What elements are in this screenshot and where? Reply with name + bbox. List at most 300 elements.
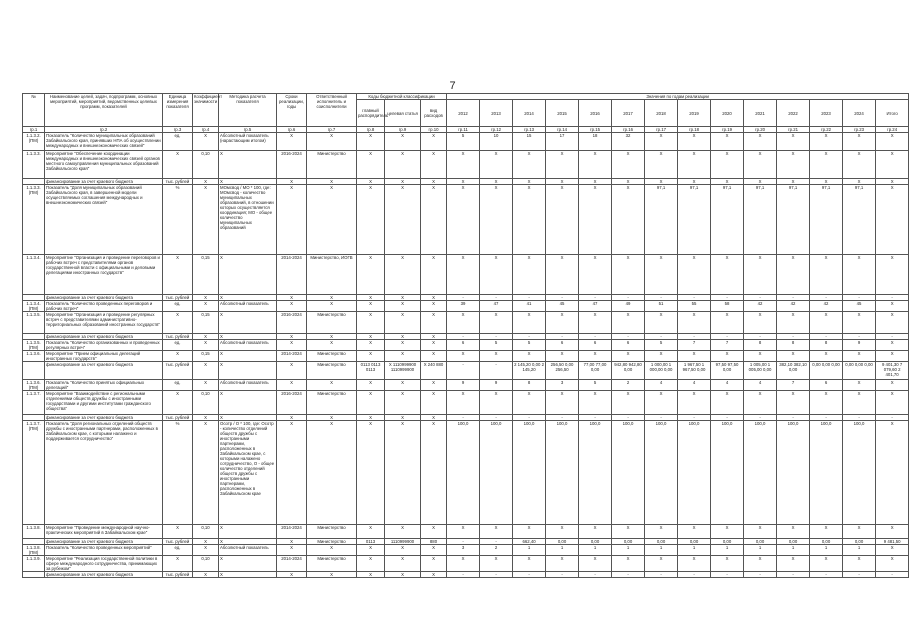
table-cell: -	[711, 334, 744, 340]
table-cell: 5	[513, 340, 546, 351]
table-cell: 47	[480, 301, 513, 312]
table-cell: X	[357, 334, 385, 340]
row-name: Мероприятие "Обеспечение координации международных и внешнеэкономических связей органов местного самоуправления муниципальных образований Забайкальского края"	[45, 151, 163, 179]
table-cell: X	[810, 151, 843, 179]
table-cell: 0,00	[678, 539, 711, 545]
table-cell: -	[678, 415, 711, 421]
table-cell: X	[193, 334, 219, 340]
table-cell: 6	[612, 340, 645, 351]
table-row	[23, 255, 909, 295]
table-cell: 2016-2024	[277, 391, 307, 415]
table-cell: X	[357, 295, 385, 301]
table-cell: X	[385, 133, 421, 151]
table-cell: X	[843, 391, 876, 415]
table-cell: X	[385, 334, 421, 340]
header-year: 2012	[447, 100, 480, 127]
header-year: 2020	[711, 100, 744, 127]
table-cell: 3	[447, 545, 480, 556]
table-cell: X	[193, 133, 219, 151]
table-cell: X	[385, 179, 421, 185]
table-cell: 0,10	[193, 525, 219, 539]
table-cell: X	[193, 415, 219, 421]
column-number: гр.5	[219, 127, 277, 133]
table-cell: X	[744, 255, 777, 295]
table-cell: X	[219, 556, 277, 572]
table-cell: X	[277, 340, 307, 351]
table-cell: X	[876, 301, 909, 312]
column-number: гр.23	[843, 127, 876, 133]
row-code: 1.1.3.4.	[23, 255, 45, 295]
column-number: гр.17	[645, 127, 678, 133]
table-cell: X	[219, 151, 277, 179]
table-cell: X	[645, 312, 678, 334]
table-cell: -	[546, 415, 579, 421]
table-cell: 5	[645, 340, 678, 351]
table-cell: X	[579, 556, 612, 572]
table-cell: -	[876, 334, 909, 340]
table-cell: -	[744, 334, 777, 340]
row-code: 1.1.3.5.	[23, 312, 45, 334]
table-cell: X	[385, 556, 421, 572]
table-cell: X	[546, 351, 579, 362]
table-cell: 15	[513, 133, 546, 151]
table-cell: -	[678, 334, 711, 340]
table-cell: X	[193, 572, 219, 578]
table-cell: 1	[513, 545, 546, 556]
column-number: гр.19	[711, 127, 744, 133]
table-cell: 100,0	[513, 421, 546, 525]
table-cell: X	[219, 539, 277, 545]
table-cell: 97,1	[843, 185, 876, 255]
table-cell: X	[193, 421, 219, 525]
table-cell: ед.	[163, 380, 193, 391]
table-cell: X	[777, 556, 810, 572]
table-cell: X	[385, 421, 421, 525]
table-cell: Министерство	[307, 351, 357, 362]
table-cell: X	[421, 545, 447, 556]
table-cell: 97,1	[777, 185, 810, 255]
table-cell: 0,00 0,00 0,00	[843, 362, 876, 380]
table-cell: 97,1	[711, 185, 744, 255]
row-name: Мероприятие "Реализация государственной политики в сфере международного сотрудничества, принимающих за рубежом"	[45, 556, 163, 572]
table-cell: 8	[810, 340, 843, 351]
table-cell: 9	[480, 380, 513, 391]
table-cell: -	[777, 295, 810, 301]
table-cell: Абсолютный показатель	[219, 301, 277, 312]
page-number: 7	[449, 80, 456, 92]
table-cell: X	[219, 255, 277, 295]
table-cell: X	[744, 391, 777, 415]
column-number: гр.9	[385, 127, 421, 133]
table-cell: X	[744, 151, 777, 179]
table-cell: 6	[579, 340, 612, 351]
table-cell: X	[163, 312, 193, 334]
header-year: 2017	[612, 100, 645, 127]
table-cell: %	[163, 185, 193, 255]
table-cell: 100,0	[843, 421, 876, 525]
table-cell: X	[421, 133, 447, 151]
row-name: финансирование за счет краевого бюджета	[45, 179, 163, 185]
table-cell: X	[385, 185, 421, 255]
table-cell: ед.	[163, 545, 193, 556]
table-cell: 1	[744, 545, 777, 556]
table-cell: X	[421, 421, 447, 525]
table-cell: 1	[777, 545, 810, 556]
table-row	[23, 572, 909, 578]
row-name: финансирование за счет краевого бюджета	[45, 295, 163, 301]
table-cell: -	[579, 295, 612, 301]
table-row	[23, 351, 909, 362]
table-cell: 42	[744, 301, 777, 312]
table-row	[23, 391, 909, 415]
row-name: Показатель "Доля региональных отделений обществ дружбы с иностранными партнерами, расположенных в Забайкальском крае, с которыми налажено и поддерживается сотрудничество"	[45, 421, 163, 525]
program-table-sheet	[22, 93, 903, 578]
table-cell: -	[810, 334, 843, 340]
table-cell: -	[546, 295, 579, 301]
table-cell: -	[843, 572, 876, 578]
table-cell: X	[219, 362, 277, 380]
table-cell: 9	[447, 380, 480, 391]
table-cell: X	[357, 525, 385, 539]
table-row	[23, 421, 909, 525]
table-cell: 2014-2024	[277, 525, 307, 539]
table-cell: X	[876, 179, 909, 185]
header-year: 2019	[678, 100, 711, 127]
table-cell: X	[645, 133, 678, 151]
table-cell: -	[810, 572, 843, 578]
table-cell: X	[277, 133, 307, 151]
row-code: 1.1.3.6.	[23, 351, 45, 362]
table-cell: X	[711, 525, 744, 539]
table-cell: %	[163, 421, 193, 525]
table-cell: X	[307, 415, 357, 421]
table-cell: Министерство	[307, 556, 357, 572]
table-cell: -	[480, 539, 513, 545]
table-cell: X	[546, 312, 579, 334]
table-cell: 41	[513, 301, 546, 312]
column-number: гр.4	[193, 127, 219, 133]
table-cell: ед.	[163, 301, 193, 312]
table-cell: X	[385, 572, 421, 578]
table-cell: X	[421, 301, 447, 312]
table-cell: X	[357, 301, 385, 312]
table-cell: 0,00	[579, 539, 612, 545]
table-cell: 42	[777, 301, 810, 312]
table-cell: X	[447, 255, 480, 295]
table-cell: X	[546, 151, 579, 179]
table-cell: X	[421, 391, 447, 415]
table-cell: X	[546, 391, 579, 415]
table-cell: X	[810, 525, 843, 539]
table-cell: -	[777, 334, 810, 340]
row-code: 1.1.3.2. (ПМ)	[23, 133, 45, 151]
row-name: Показатель "Количество муниципальных образований Забайкальского края, принявших НПА об осуществлении международных и внешнеэкономических связей"	[45, 133, 163, 151]
table-cell: 97,50 97,50 0,00	[711, 362, 744, 380]
table-cell: 2014-2024	[277, 556, 307, 572]
table-cell: X	[357, 556, 385, 572]
table-row	[23, 133, 909, 151]
table-cell: -	[711, 415, 744, 421]
table-cell: X	[447, 185, 480, 255]
table-cell: X	[645, 255, 678, 295]
table-cell: -	[810, 295, 843, 301]
table-cell: 9 401,30 7 079,60 2 401,70	[876, 362, 909, 380]
table-cell: -	[876, 295, 909, 301]
table-row	[23, 380, 909, 391]
table-cell: X	[385, 415, 421, 421]
table-cell: X	[876, 312, 909, 334]
table-cell: 51	[645, 301, 678, 312]
table-cell: -	[447, 362, 480, 380]
table-cell: X	[810, 255, 843, 295]
table-cell: -	[447, 572, 480, 578]
table-cell: X	[876, 545, 909, 556]
table-cell: X	[546, 179, 579, 185]
table-cell: X	[645, 179, 678, 185]
table-cell: 1	[579, 545, 612, 556]
row-name: Показатель "Количество проведенных мероприятий"	[45, 545, 163, 556]
table-cell: 100,0	[579, 421, 612, 525]
table-cell: X	[385, 295, 421, 301]
table-cell: X	[678, 556, 711, 572]
row-code: 1.1.3.5. (ПМ)	[23, 340, 45, 351]
table-cell: Министерство	[307, 151, 357, 179]
table-cell: X	[744, 351, 777, 362]
table-cell: X	[421, 351, 447, 362]
table-cell: X	[777, 391, 810, 415]
table-cell: X	[219, 391, 277, 415]
table-cell: X	[711, 151, 744, 179]
table-cell: -	[744, 295, 777, 301]
column-number: гр.13	[513, 127, 546, 133]
table-cell: X	[513, 556, 546, 572]
header-total: Итого	[876, 100, 909, 127]
table-row	[23, 185, 909, 255]
table-cell: 1	[612, 545, 645, 556]
row-code: 1.1.3.3. (ПМ)	[23, 185, 45, 255]
header-year: 2022	[777, 100, 810, 127]
column-number: гр.24	[876, 127, 909, 133]
table-cell: 1 967,50 1 967,50 0,00	[678, 362, 711, 380]
column-number: гр.3	[163, 127, 193, 133]
table-cell: 77,00 77,00 0,00	[579, 362, 612, 380]
table-cell: 8	[777, 340, 810, 351]
table-cell: X	[307, 334, 357, 340]
table-cell: 58	[711, 301, 744, 312]
table-cell: X	[777, 312, 810, 334]
header-budget-sub: главный распорядитель	[357, 100, 385, 127]
table-cell: -	[447, 539, 480, 545]
table-cell: X	[810, 556, 843, 572]
table-cell: 0,00	[546, 539, 579, 545]
table-cell: Абсолютный показатель	[219, 340, 277, 351]
table-cell: X	[612, 151, 645, 179]
table-cell: 662,40	[513, 539, 546, 545]
table-cell: X	[612, 351, 645, 362]
table-cell: X	[711, 179, 744, 185]
row-code: 1.1.3.3.	[23, 151, 45, 179]
table-cell: X	[513, 525, 546, 539]
header-years-group: Значения по годам реализации	[447, 94, 909, 100]
row-name: финансирование за счет краевого бюджета	[45, 572, 163, 578]
table-cell: -	[612, 334, 645, 340]
table-cell: X	[480, 556, 513, 572]
table-cell: X	[447, 391, 480, 415]
table-cell: 4	[711, 380, 744, 391]
table-cell: -	[678, 572, 711, 578]
table-cell: -	[645, 572, 678, 578]
table-cell: -	[480, 334, 513, 340]
table-cell: X	[277, 545, 307, 556]
table-cell: X	[357, 312, 385, 334]
table-cell: -	[645, 295, 678, 301]
table-cell: 6	[546, 340, 579, 351]
table-cell: X	[277, 380, 307, 391]
table-cell: 256,50 0,00 256,50	[546, 362, 579, 380]
table-cell: X	[546, 556, 579, 572]
table-row	[23, 340, 909, 351]
header-unit: Единица измерения показателя	[163, 94, 193, 127]
table-cell: 1	[711, 545, 744, 556]
table-cell: X	[777, 179, 810, 185]
table-row	[23, 151, 909, 179]
table-cell: -	[711, 572, 744, 578]
table-cell: -	[612, 295, 645, 301]
table-cell: 0,00	[843, 539, 876, 545]
table-cell: X	[307, 295, 357, 301]
column-number: гр.10	[421, 127, 447, 133]
table-cell: X	[777, 351, 810, 362]
table-cell: X	[876, 525, 909, 539]
table-cell: 100,0	[777, 421, 810, 525]
table-cell: 10	[480, 133, 513, 151]
table-cell: X	[612, 185, 645, 255]
table-cell: X	[612, 179, 645, 185]
table-cell: -	[876, 572, 909, 578]
table-cell: X	[219, 415, 277, 421]
table-cell: 2014-2024	[277, 351, 307, 362]
table-cell: X	[480, 312, 513, 334]
table-cell: X	[421, 572, 447, 578]
table-cell: X	[385, 340, 421, 351]
table-cell: X	[219, 334, 277, 340]
table-cell: X	[876, 421, 909, 525]
table-cell: 2 145,20 0,00 2 145,20	[513, 362, 546, 380]
table-cell: X	[480, 391, 513, 415]
table-cell: X	[546, 525, 579, 539]
table-cell: тыс. рублей	[163, 179, 193, 185]
table-cell: 0,00	[612, 539, 645, 545]
table-cell: -	[447, 334, 480, 340]
table-cell: X	[810, 351, 843, 362]
table-cell: X	[876, 351, 909, 362]
column-number: гр.6	[277, 127, 307, 133]
column-number: гр.15	[579, 127, 612, 133]
table-cell: -	[579, 334, 612, 340]
table-cell: X	[876, 151, 909, 179]
table-cell: X	[843, 351, 876, 362]
header-budget-sub: вид расходов	[421, 100, 447, 127]
table-cell: -	[744, 572, 777, 578]
table-row	[23, 556, 909, 572]
table-cell: 1	[546, 545, 579, 556]
table-cell: -	[711, 295, 744, 301]
header-year: 2014	[513, 100, 546, 127]
table-cell: X	[645, 391, 678, 415]
table-cell: X	[385, 391, 421, 415]
table-cell: X	[513, 185, 546, 255]
table-cell: X	[876, 185, 909, 255]
table-cell: 45	[843, 301, 876, 312]
table-cell: -	[843, 415, 876, 421]
table-cell: X	[645, 556, 678, 572]
table-cell: 7	[777, 380, 810, 391]
table-cell: X	[843, 133, 876, 151]
table-cell: 97,1	[744, 185, 777, 255]
table-cell: -	[513, 295, 546, 301]
table-cell: X	[277, 301, 307, 312]
table-cell: X	[193, 185, 219, 255]
header-year: 2015	[546, 100, 579, 127]
table-cell: тыс. рублей	[163, 334, 193, 340]
table-cell: -	[480, 572, 513, 578]
table-cell: X	[678, 151, 711, 179]
table-row	[23, 301, 909, 312]
table-cell: тыс. рублей	[163, 415, 193, 421]
row-name: финансирование за счет краевого бюджета	[45, 539, 163, 545]
table-cell: -	[777, 572, 810, 578]
table-cell: X	[447, 525, 480, 539]
table-cell: X	[219, 351, 277, 362]
table-cell: X	[357, 255, 385, 295]
table-cell: X	[357, 421, 385, 525]
header-coef: Коэффициент значимости	[193, 94, 219, 127]
table-cell: 7	[711, 340, 744, 351]
table-cell: X	[385, 545, 421, 556]
table-cell: 0,15	[193, 351, 219, 362]
table-cell: X	[678, 351, 711, 362]
table-cell: X	[645, 351, 678, 362]
header-period: Сроки реализации, годы	[277, 94, 307, 127]
table-cell: 8	[744, 340, 777, 351]
row-code: 1.1.3.7.	[23, 391, 45, 415]
table-cell: X	[876, 133, 909, 151]
table-cell: -	[645, 415, 678, 421]
table-cell: X	[777, 525, 810, 539]
table-cell: 6	[447, 340, 480, 351]
table-cell: 2014-2024	[277, 255, 307, 295]
table-cell: X	[385, 151, 421, 179]
table-cell: 100,0	[810, 421, 843, 525]
table-cell: 2	[612, 380, 645, 391]
table-cell: 1 000,00 1 000,00 0,00	[645, 362, 678, 380]
table-cell: X	[744, 179, 777, 185]
table-cell: X	[546, 185, 579, 255]
table-cell: X	[421, 415, 447, 421]
table-cell: 100,0	[612, 421, 645, 525]
table-cell: 100,0	[546, 421, 579, 525]
table-cell: -	[447, 415, 480, 421]
table-cell: 9 481,50	[876, 539, 909, 545]
table-row	[23, 312, 909, 334]
row-code	[23, 572, 45, 578]
table-cell: X	[513, 391, 546, 415]
table-cell: X	[579, 312, 612, 334]
table-cell: X	[307, 340, 357, 351]
table-cell: X	[277, 362, 307, 380]
table-cell: 0,10	[193, 556, 219, 572]
table-cell: 45	[546, 301, 579, 312]
